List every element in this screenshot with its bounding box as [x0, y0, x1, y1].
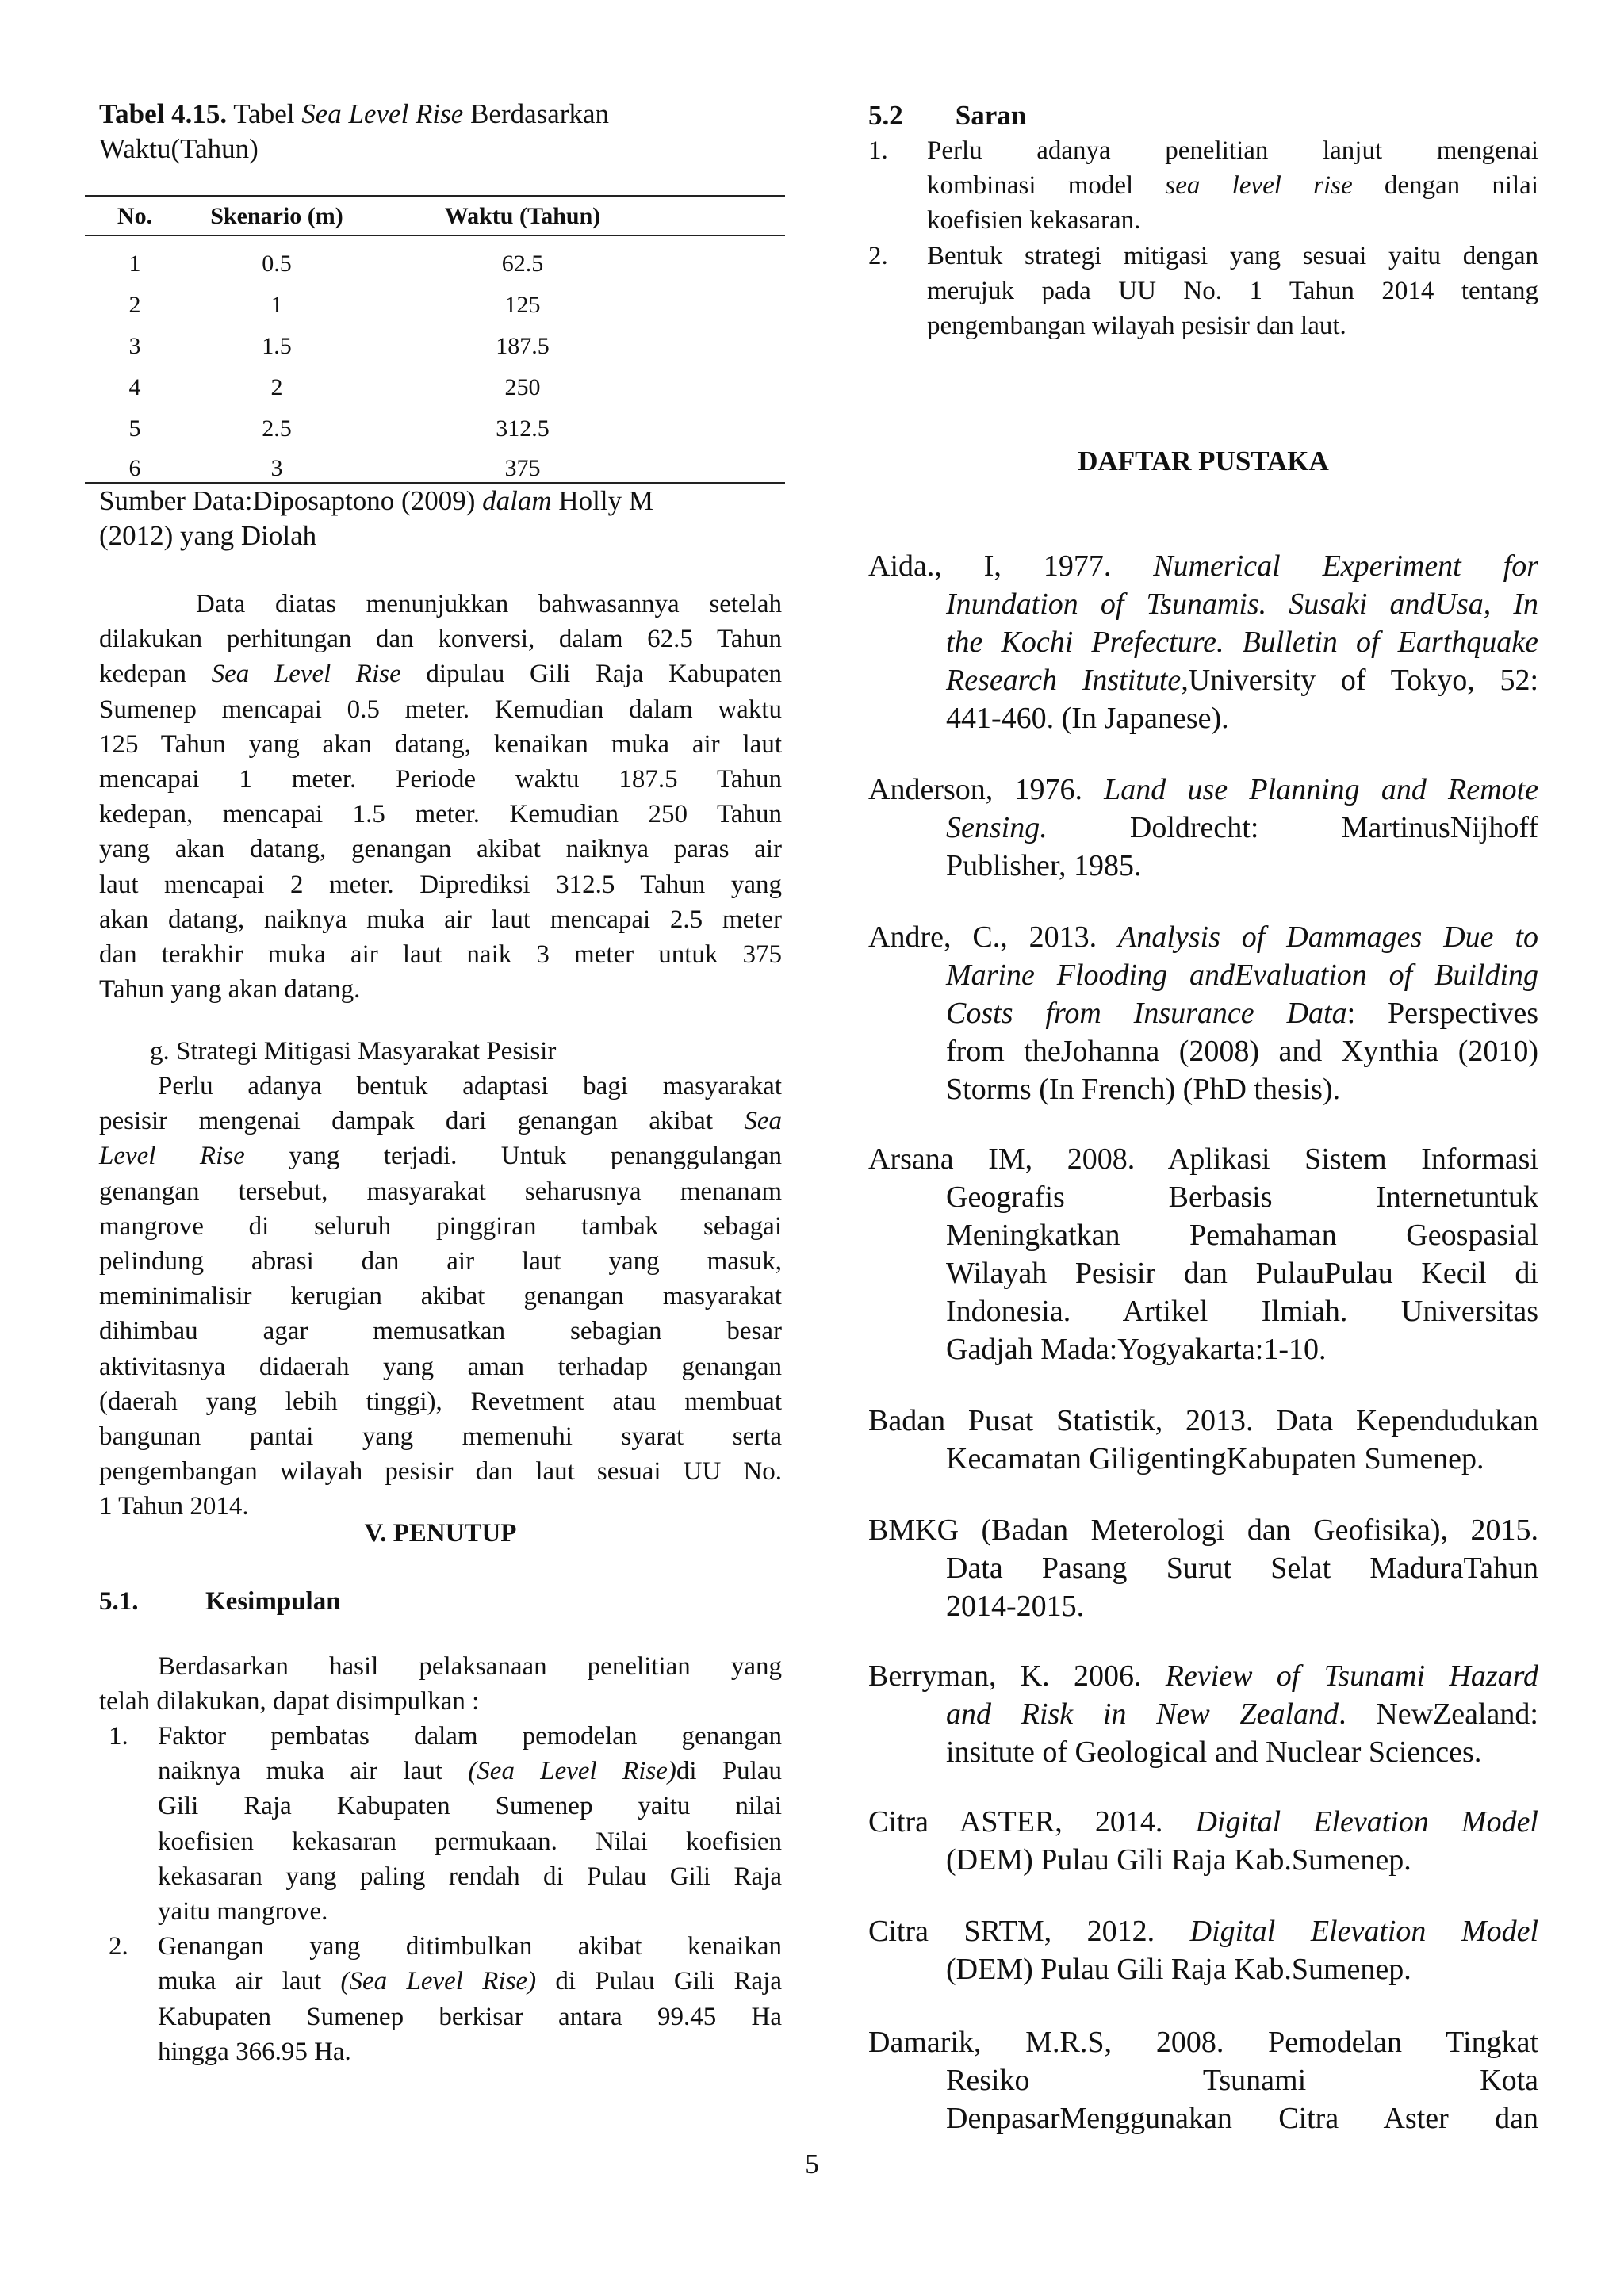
reference-aida: Aida., I, 1977. Numerical Experiment for Inundation of Tsunamis. Susaki andUsa, In the Kochi Prefecture. Bulletin of Earthquake Research Institute,University of Tokyo, 52: 441-460. (In Japanese). [868, 549, 1538, 735]
subheading-mitigasi: g. Strategi Mitigasi Masyarakat Pesisir [150, 1037, 557, 1066]
paragraph-kesimpulan-intro: Berdasarkan hasil pelaksanaan penelitian yang telah dilakukan, dapat disimpulkan : [99, 1652, 782, 1716]
section-heading-kesimpulan: Kesimpulan [205, 1587, 341, 1616]
conclusion-list [99, 1719, 782, 2069]
reference-andre: Andre, C., 2013. Analysis of Dammages Due to Marine Flooding andEvaluation of Building Costs from Insurance Data: Perspectives from theJohanna (2008) and Xynthia (2010) Storms (In French) (PhD thesis). [868, 920, 1538, 1106]
table-header-cell: No. [117, 203, 153, 229]
paragraph-table-discussion: Data diatas menunjukkan bahwasannya setelah dilakukan perhitungan dan konversi, dalam 62.5 Tahun kedepan Sea Level Rise dipulau Gili Raja Kabupaten Sumenep mencapai 0.5 meter. Kemudian dalam waktu 125 Tahun yang akan datang, kenaikan muka air laut mencapai 1 meter. Periode waktu 187.5 Tahun kedepan, mencapai 1.5 meter. Kemudian 250 Tahun yang akan datang, genangan akibat naiknya paras air laut mencapai 2 meter. Diprediksi 312.5 Tahun yang akan datang, naiknya muka air laut mencapai 2.5 meter dan terakhir muka air laut naik 3 meter untuk 375 Tahun yang akan datang. [99, 590, 782, 1004]
list-item: 2. Genangan yang ditimbulkan akibat kenaikan muka air laut (Sea Level Rise) di Pulau Gili Raja Kabupaten Sumenep berkisar antara 99.45 Ha hingga 366.95 Ha. [109, 1932, 782, 2066]
table-header-cell: Waktu (Tahun) [444, 203, 601, 229]
reference-arsana: Arsana IM, 2008. Aplikasi Sistem Informasi Geografis Berbasis Internetuntuk Meningkatkan Pemahaman Geospasial Wilayah Pesisir dan PulauPulau Kecil di Indonesia. Artikel Ilmiah. Universitas Gadjah Mada:Yogyakarta:1-10. [868, 1142, 1538, 1366]
reference-berryman: Berryman, K. 2006. Review of Tsunami Hazard and Risk in New Zealand. NewZealand: insitute of Geological and Nuclear Sciences. [868, 1659, 1538, 1769]
reference-bmkg: BMKG (Badan Meterologi dan Geofisika), 2015. Data Pasang Surut Selat MaduraTahun 2014-2015. [868, 1513, 1538, 1623]
reference-damarik: Damarik, M.R.S, 2008. Pemodelan Tingkat Resiko Tsunami Kota DenpasarMenggunakan Citra Aster dan [868, 2026, 1538, 2135]
list-item: 2. Bentuk strategi mitigasi yang sesuai yaitu dengan merujuk pada UU No. 1 Tahun 2014 tentang pengembangan wilayah pesisir dan laut. [868, 241, 1538, 341]
table-source: Sumber Data:Diposaptono (2009) dalam Holly M (2012) yang Diolah [99, 485, 653, 551]
reference-aster: Citra ASTER, 2014. Digital Elevation Model (DEM) Pulau Gili Raja Kab.Sumenep. [868, 1805, 1538, 1877]
page-number: 5 [805, 2149, 819, 2179]
section-heading-saran: 5.2 Saran [868, 100, 1027, 131]
reference-srtm: Citra SRTM, 2012. Digital Elevation Model (DEM) Pulau Gili Raja Kab.Sumenep. [868, 1915, 1538, 1986]
table-top-rule [85, 195, 785, 197]
table-header-cell: Skenario (m) [210, 203, 343, 229]
paragraph-mitigasi: Perlu adanya bentuk adaptasi bagi masyarakat pesisir mengenai dampak dari genangan akibat Sea Level Rise yang terjadi. Untuk penanggulangan genangan tersebut, masyarakat seharusnya menanam mangrove di seluruh pinggiran tambak sebagai pelindung abrasi dan air laut yang masuk, meminimalisir kerugian akibat genangan masyarakat dihimbau agar memusatkan sebagian besar aktivitasnya didaerah yang aman terhadap genangan (daerah yang lebih tinggi), Revetment atau membuat bangunan pantai yang memenuhi syarat serta pengembangan wilayah pesisir dan laut sesuai UU No. 1 Tahun 2014. [99, 1072, 782, 1521]
reference-anderson: Anderson, 1976. Land use Planning and Remote Sensing. Doldrecht: MartinusNijhoff Publisher, 1985. [868, 773, 1538, 882]
references-heading: DAFTAR PUSTAKA [1078, 446, 1329, 476]
list-item: 1. Faktor pembatas dalam pemodelan genangan naiknya muka air laut (Sea Level Rise)di Pulau Gili Raja Kabupaten Sumenep yaitu nilai koefisien kekasaran permukaan. Nilai koefisien kekasaran yang paling rendah di Pulau Gili Raja yaitu mangrove. [109, 1722, 782, 1927]
section-heading-penutup: V. PENUTUP [364, 1519, 517, 1548]
saran-list [868, 133, 1538, 343]
reference-bps: Badan Pusat Statistik, 2013. Data Kependudukan Kecamatan GiligentingKabupaten Sumenep. [868, 1404, 1538, 1475]
list-item: 1. Perlu adanya penelitian lanjut mengenai kombinasi model sea level rise dengan nilai koefisien kekasaran. [868, 136, 1538, 235]
table-header-rule [85, 235, 785, 236]
table-caption-label: Tabel 4.15. [99, 98, 228, 129]
table-caption: Tabel 4.15. Tabel Sea Level Rise Berdasarkan Waktu(Tahun) [99, 98, 609, 164]
section-number-5-1: 5.1. [99, 1587, 139, 1616]
